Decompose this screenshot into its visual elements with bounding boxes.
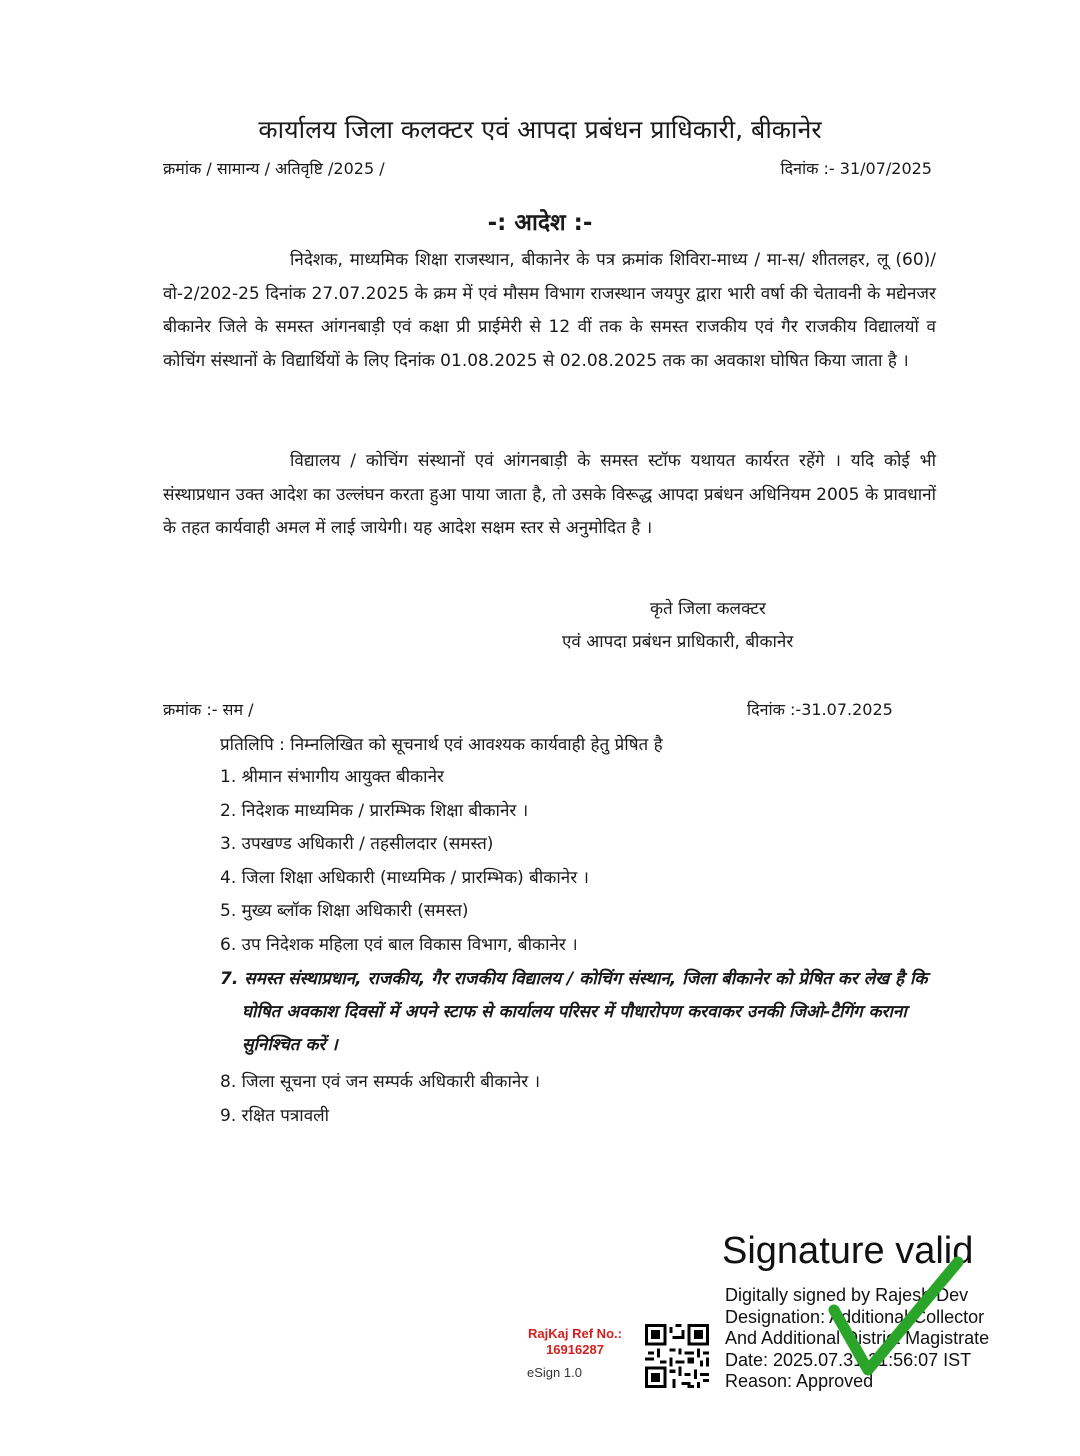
signed-by: Digitally signed by Rajesh Dev	[725, 1285, 969, 1305]
list-item: 1. श्रीमान संभागीय आयुक्त बीकानेर	[220, 767, 444, 787]
list-item: 3. उपखण्ड अधिकारी / तहसीलदार (समस्त)	[220, 834, 494, 854]
signatory-line-2: एवं आपदा प्रबंधन प्राधिकारी, बीकानेर	[562, 632, 794, 652]
order-paragraph-1-text: निदेशक, माध्यमिक शिक्षा राजस्थान, बीकानेर के पत्र क्रमांक शिविरा-माध्य / मा-स/ शीतलहर, लू (60)/वो-2/202-25 दिनांक 27.07.2025 के क्रम में एवं मौसम विभाग राजस्थान जयपुर द्वारा भारी वर्षा की चेतावनी के मद्येनजर बीकानेर जिले के समस्त आंगनबाड़ी एवं कक्षा प्री प्राईमेरी से 12 वीं तक के समस्त राजकीय एवं गैर राजकीय विद्यालयों व कोचिंग संस्थानों के विद्यार्थियों के लिए दिनांक 01.08.2025 से 02.08.2025 तक का अवकाश घोषित किया जाता है ।	[163, 250, 936, 371]
list-item: 6. उप निदेशक महिला एवं बाल विकास विभाग, बीकानेर ।	[220, 934, 578, 955]
list-item: 4. जिला शिक्षा अधिकारी (माध्यमिक / प्रारम्भिक) बीकानेर ।	[220, 867, 589, 888]
esign-version: eSign 1.0	[527, 1365, 582, 1380]
copy-recipient-list	[220, 761, 940, 1133]
rajkaj-reference	[515, 1326, 635, 1358]
list-item: 2. निदेशक माध्यमिक / प्रारम्भिक शिक्षा बीकानेर ।	[220, 800, 529, 821]
qr-code-icon	[645, 1324, 709, 1388]
office-title: कार्यालय जिला कलक्टर एवं आपदा प्रबंधन प्राधिकारी, बीकानेर	[258, 115, 822, 144]
list-item: 5. मुख्य ब्लॉक शिक्षा अधिकारी (समस्त)	[220, 901, 469, 921]
copy-reference-number: क्रमांक :- सम /	[163, 700, 254, 719]
copy-heading: प्रतिलिपि : निम्नलिखित को सूचनार्थ एवं आवश्यक कार्यवाही हेतु प्रेषित है	[220, 735, 663, 755]
list-item: 8. जिला सूचना एवं जन सम्पर्क अधिकारी बीकानेर ।	[220, 1072, 541, 1092]
order-paragraph-2-text: विद्यालय / कोचिंग संस्थानों एवं आंगनबाड़ी के समस्त स्टॉफ यथायत कार्यरत रहेंगे । यदि कोई भी संस्थाप्रधान उक्त आदेश का उल्लंघन करता हुआ पाया जाता है, तो उसके विरूद्ध आपदा प्रबंधन अधिनियम 2005 के प्रावधानों के तहत कार्यवाही अमल में लाई जायेगी। यह आदेश सक्षम स्तर से अनुमोदित है ।	[163, 451, 936, 538]
order-date: दिनांक :- 31/07/2025	[780, 159, 932, 178]
signature-reason: Reason: Approved	[725, 1371, 874, 1391]
checkmark-icon	[826, 1252, 966, 1382]
designation: Designation: Additional Collector	[725, 1306, 985, 1327]
signature-valid-label: Signature valid	[722, 1230, 974, 1272]
order-paragraph-2	[163, 445, 936, 546]
list-item-emphasized: 7. समस्त संस्थाप्रधान, राजकीय, गैर राजकीय विद्यालय / कोचिंग संस्थान, जिला बीकानेर को प्रेषित कर लेख है कि घोषित अवकाश दिवसों में अपने स्टाफ से कार्यालय परिसर में पौधारोपण करवाकर उनकी जिओ-टैगिंग कराना सुनिश्चित करें ।	[220, 969, 928, 1055]
order-paragraph-1	[163, 244, 936, 378]
signatory-line-1: कृते जिला कलक्टर	[650, 599, 766, 619]
order-heading: -: आदेश :-	[487, 210, 593, 236]
rajkaj-number: 16916287	[546, 1342, 604, 1357]
reference-number: क्रमांक / सामान्य / अतिवृष्टि /2025 /	[163, 159, 385, 178]
list-item: 9. रक्षित पत्रावली	[220, 1105, 330, 1126]
copy-date: दिनांक :-31.07.2025	[747, 700, 893, 719]
rajkaj-label: RajKaj Ref No.:	[528, 1326, 622, 1341]
signature-date: Date: 2025.07.31 21:56:07 IST	[725, 1349, 972, 1370]
designation-continued: And Additional District Magistrate	[725, 1328, 990, 1348]
